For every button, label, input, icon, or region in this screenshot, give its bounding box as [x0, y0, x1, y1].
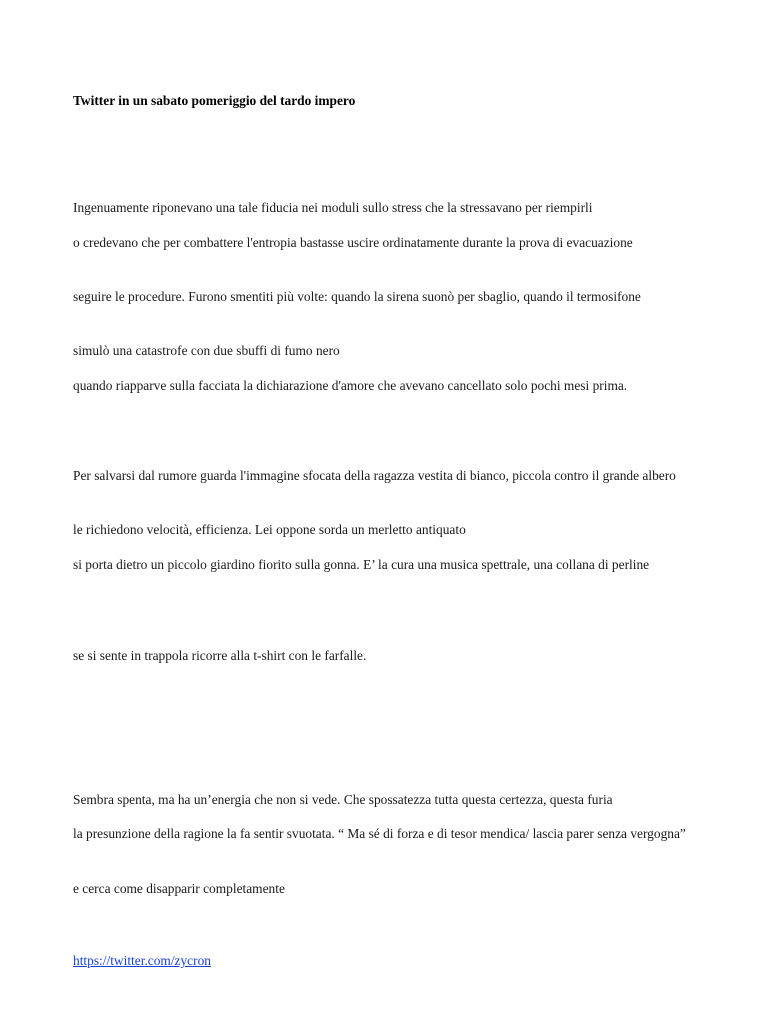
poem-line: o credevano che per combattere l'entropia bastasse uscire ordinatamente durante la prova di evacuazione [73, 235, 633, 250]
poem-title: Twitter in un sabato pomeriggio del tardo impero [73, 93, 356, 108]
poem-line: Ingenuamente riponevano una tale fiducia nei moduli sullo stress che la stressavano per riempirli [73, 200, 593, 215]
poem-line: le richiedono velocità, efficienza. Lei oppone sorda un merletto antiquato [73, 522, 466, 537]
poem-line: se si sente in trappola ricorre alla t-shirt con le farfalle. [73, 648, 367, 663]
poem-line: quando riapparve sulla facciata la dichiarazione d'amore che avevano cancellato solo pochi mesi prima. [73, 378, 628, 393]
poem-line: e cerca come disapparir completamente [73, 881, 285, 896]
poem-line: Sembra spenta, ma ha un’energia che non si vede. Che spossatezza tutta questa certezza, questa furia [73, 792, 613, 807]
poem-line: Per salvarsi dal rumore guarda l'immagine sfocata della ragazza vestita di bianco, piccola contro il grande albero [73, 468, 676, 483]
poem-line: la presunzione della ragione la fa sentir svuotata. “ Ma sé di forza e di tesor mendica/ lascia parer senza vergogna” [73, 826, 686, 841]
twitter-link[interactable]: https://twitter.com/zycron [73, 953, 211, 968]
poem-line: simulò una catastrofe con due sbuffi di fumo nero [73, 343, 340, 358]
poem-line: seguire le procedure. Furono smentiti più volte: quando la sirena suonò per sbaglio, quando il termosifone [73, 289, 641, 304]
poem-line: si porta dietro un piccolo giardino fiorito sulla gonna. E’ la cura una musica spettrale, una collana di perline [73, 557, 650, 572]
